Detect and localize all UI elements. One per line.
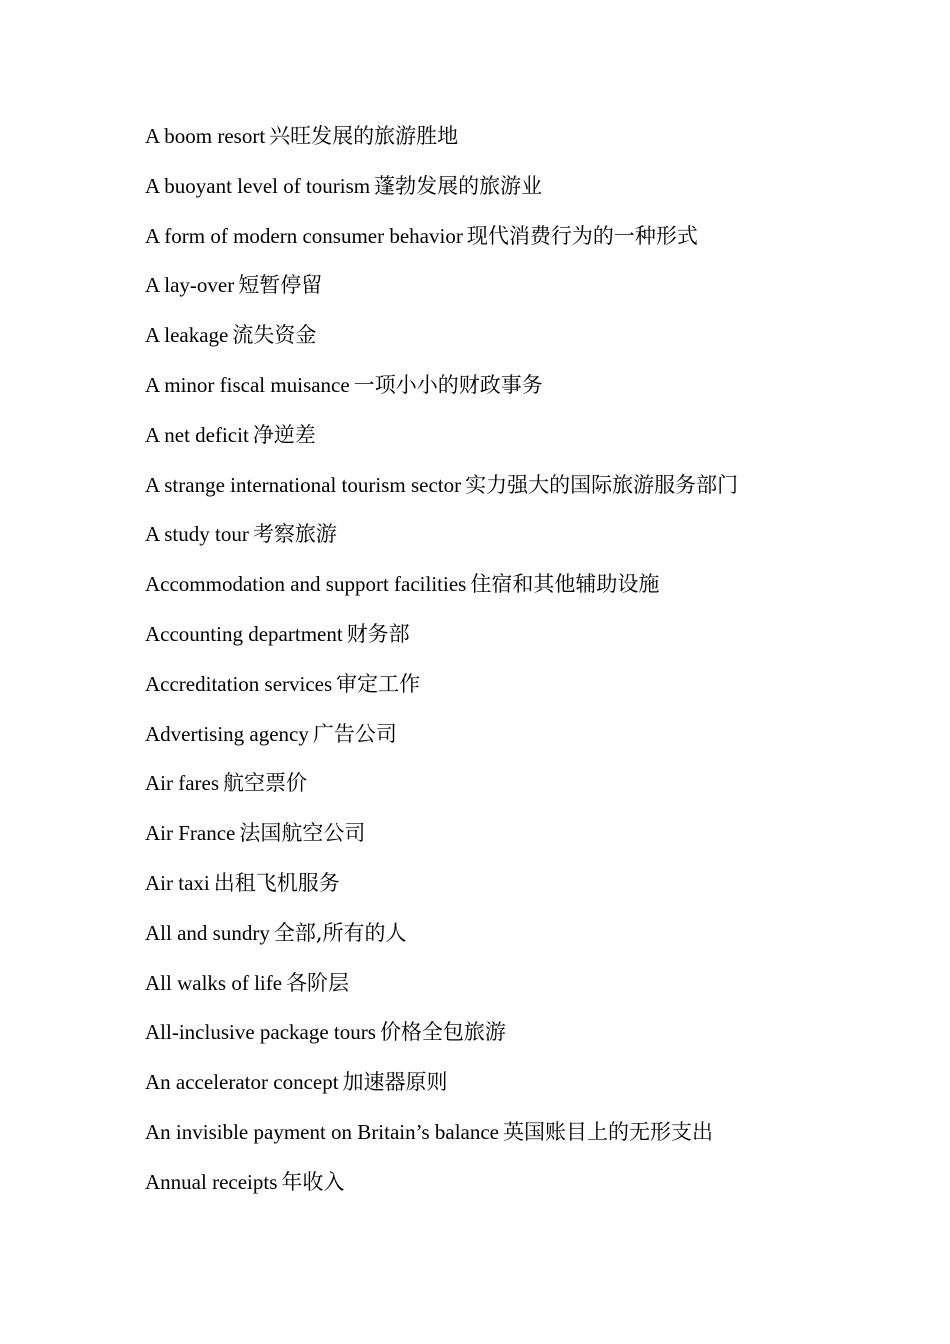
glossary-entry [145,1066,905,1116]
entry-chinese: 住宿和其他辅助设施 [470,572,660,597]
glossary-entry [145,319,905,369]
entry-english: A minor fiscal muisance [145,372,350,397]
glossary-entry [145,568,905,618]
entry-english: All-inclusive package tours [145,1020,376,1045]
glossary-entry [145,220,905,270]
glossary-entry [145,1116,905,1166]
entry-chinese: 财务部 [346,621,410,646]
glossary-entry [145,867,905,917]
entry-chinese: 加速器原则 [342,1070,448,1095]
glossary-entry [145,817,905,867]
entry-english: A form of modern consumer behavior [145,223,463,248]
entry-chinese: 流失资金 [232,323,317,348]
glossary-entry [145,269,905,319]
glossary-entry [145,120,905,170]
entry-english: Advertising agency [145,721,309,746]
entry-english: Accreditation services [145,671,333,696]
entry-english: A lay-over [145,273,235,298]
entry-english: All and sundry [145,920,270,945]
entry-english: Accounting department [145,621,343,646]
entry-chinese: 全部,所有的人 [273,920,407,945]
entry-english: A strange international tourism sector [145,472,462,497]
entry-english: Air fares [145,771,220,796]
entry-english: A boom resort [145,124,266,148]
glossary-entry [145,170,905,220]
entry-chinese: 一项小小的财政事务 [353,372,543,397]
glossary-entry [145,718,905,768]
entry-english: A study tour [145,522,249,547]
entry-english: Accommodation and support facilities [145,572,467,597]
entry-chinese: 价格全包旅游 [379,1020,506,1045]
entry-chinese: 各阶层 [286,970,350,995]
entry-chinese: 航空票价 [223,771,308,796]
entry-chinese: 法国航空公司 [239,821,366,846]
entry-english: An invisible payment on Britain’s balance [145,1119,500,1144]
entry-chinese: 出租飞机服务 [213,870,340,895]
entry-chinese: 年收入 [281,1169,345,1194]
entry-english: An accelerator concept [145,1070,339,1095]
entry-chinese: 蓬勃发展的旅游业 [374,173,543,198]
entry-english: Annual receipts [145,1169,278,1194]
glossary-list [145,120,905,1216]
entry-chinese: 审定工作 [336,671,421,696]
entry-english: All walks of life [145,970,283,995]
entry-chinese: 兴旺发展的旅游胜地 [269,124,459,148]
entry-chinese: 现代消费行为的一种形式 [466,223,698,248]
glossary-entry [145,1166,905,1216]
glossary-entry [145,518,905,568]
glossary-entry [145,1016,905,1066]
entry-chinese: 英国账目上的无形支出 [503,1119,714,1144]
glossary-entry [145,917,905,967]
entry-english: A leakage [145,323,229,348]
glossary-entry [145,767,905,817]
entry-chinese: 净逆差 [252,422,316,447]
entry-english: Air taxi [145,870,210,895]
entry-english: A net deficit [145,422,249,447]
entry-english: Air France [145,821,236,846]
glossary-entry [145,469,905,519]
entry-chinese: 短暂停留 [238,273,323,298]
glossary-entry [145,967,905,1017]
glossary-entry [145,618,905,668]
glossary-entry [145,668,905,718]
glossary-entry [145,369,905,419]
entry-chinese: 考察旅游 [252,522,337,547]
entry-chinese: 广告公司 [312,721,397,746]
entry-chinese: 实力强大的国际旅游服务部门 [465,472,739,497]
entry-english: A buoyant level of tourism [145,173,371,198]
glossary-entry [145,419,905,469]
